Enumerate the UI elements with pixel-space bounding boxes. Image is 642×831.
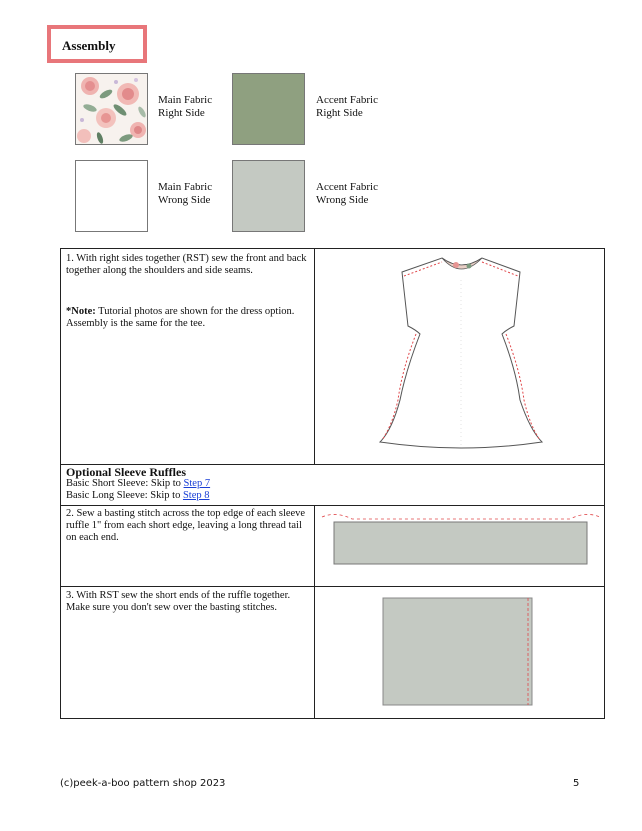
accent-fabric-right-swatch — [232, 73, 305, 145]
optional-ruffles-block — [66, 466, 596, 502]
accent-fabric-right-label: Accent Fabric Right Side — [316, 94, 378, 119]
step-3-text: 3. With RST sew the short ends of the ruffle together. Make sure you don't sew over the basting stitches. — [66, 590, 291, 613]
dress-diagram — [316, 250, 604, 462]
page-number: 5 — [573, 778, 580, 789]
note-text: Tutorial photos are shown for the dress option. Assembly is the same for the tee. — [66, 306, 295, 329]
step-1-note — [66, 306, 310, 330]
ruffle-basting-diagram — [316, 507, 604, 585]
step-1-text: 1. With right sides together (RST) sew the front and back together along the shoulders and side seams. — [66, 253, 307, 276]
short-sleeve-skip-label: Basic Short Sleeve: Skip to — [66, 478, 184, 489]
basting-stitch — [322, 514, 600, 519]
ruffle-folded — [383, 598, 532, 705]
table-divider — [314, 505, 315, 719]
dress-outline — [380, 258, 542, 448]
step-2-text: 2. Sew a basting stitch across the top edge of each sleeve ruffle 1" from each short edge, leaving a long thread tail on each end. — [66, 508, 306, 543]
step-7-link[interactable]: Step 7 — [183, 478, 211, 489]
long-sleeve-skip — [66, 490, 596, 502]
step-8-link[interactable]: Step 8 — [182, 490, 210, 501]
note-label: *Note: — [66, 306, 96, 317]
ruffle-joined-diagram — [316, 588, 604, 718]
section-heading-box — [47, 25, 147, 63]
section-heading: Assembly — [62, 38, 116, 53]
floral-pattern-icon — [76, 74, 148, 145]
table-divider — [314, 248, 315, 464]
main-fabric-right-label: Main Fabric Right Side — [158, 94, 213, 119]
main-fabric-wrong-swatch — [75, 160, 148, 232]
table-divider — [60, 586, 605, 587]
main-fabric-wrong-label: Main Fabric Wrong Side — [158, 181, 213, 206]
short-sleeve-skip — [66, 478, 596, 490]
accent-fabric-wrong-swatch — [232, 160, 305, 232]
long-sleeve-skip-label: Basic Long Sleeve: Skip to — [66, 490, 183, 501]
main-fabric-right-swatch — [75, 73, 148, 145]
accent-fabric-wrong-label: Accent Fabric Wrong Side — [316, 181, 378, 206]
optional-ruffles-title: Optional Sleeve Ruffles — [66, 465, 186, 479]
footer-copyright: (c)peek-a-boo pattern shop 2023 — [60, 778, 226, 789]
table-divider — [60, 505, 605, 506]
ruffle-strip — [334, 522, 587, 564]
